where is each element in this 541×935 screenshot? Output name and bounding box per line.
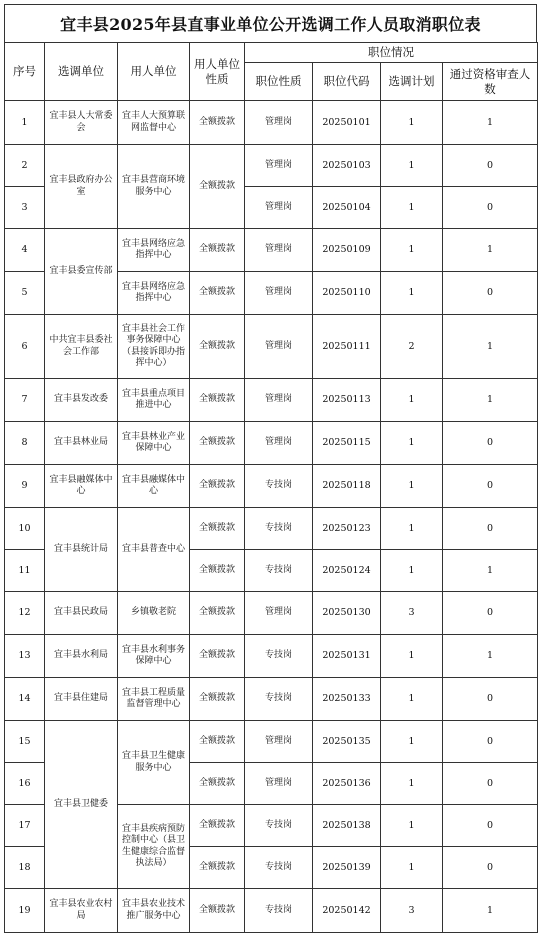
cell-seq: 6: [5, 315, 45, 379]
cell-unit: 宜丰县农业农村局: [45, 889, 118, 933]
cell-unit: 宜丰县融媒体中心: [45, 465, 118, 508]
cell-passed: 0: [443, 805, 538, 847]
cell-type: 管理岗: [245, 272, 313, 315]
cell-plan: 1: [381, 847, 443, 889]
table-row: [5, 508, 538, 550]
cell-seq: 3: [5, 187, 45, 229]
cell-seq: 13: [5, 635, 45, 678]
cell-passed: 0: [443, 592, 538, 635]
cell-seq: 5: [5, 272, 45, 315]
cell-unit: 宜丰县民政局: [45, 592, 118, 635]
cell-seq: 14: [5, 678, 45, 721]
cell-type: 管理岗: [245, 721, 313, 763]
cell-nature: 全额拨款: [190, 422, 245, 465]
cell-nature: 全额拨款: [190, 145, 245, 229]
cell-seq: 16: [5, 763, 45, 805]
cell-type: 管理岗: [245, 315, 313, 379]
cell-code: 20250115: [313, 422, 381, 465]
cell-nature: 全额拨款: [190, 635, 245, 678]
cell-employer: 宜丰县融媒体中心: [118, 465, 190, 508]
cell-passed: 0: [443, 272, 538, 315]
cell-plan: 1: [381, 763, 443, 805]
cell-employer: 宜丰县网络应急指挥中心: [118, 272, 190, 315]
cell-unit: 宜丰县水利局: [45, 635, 118, 678]
cell-code: 20250111: [313, 315, 381, 379]
cell-employer: 宜丰县工程质量监督管理中心: [118, 678, 190, 721]
cell-employer: 宜丰人大预算联网监督中心: [118, 101, 190, 145]
cell-nature: 全额拨款: [190, 101, 245, 145]
cell-type: 专技岗: [245, 635, 313, 678]
cell-code: 20250110: [313, 272, 381, 315]
cell-nature: 全额拨款: [190, 847, 245, 889]
cell-unit: 宜丰县人大常委会: [45, 101, 118, 145]
cell-passed: 0: [443, 145, 538, 187]
cell-type: 专技岗: [245, 678, 313, 721]
cell-unit: 宜丰县林业局: [45, 422, 118, 465]
cell-code: 20250131: [313, 635, 381, 678]
table-row: [5, 592, 538, 635]
cell-nature: 全额拨款: [190, 379, 245, 422]
cell-type: 专技岗: [245, 465, 313, 508]
cell-passed: 1: [443, 101, 538, 145]
cell-nature: 全额拨款: [190, 272, 245, 315]
cancelled-positions-table: [4, 42, 538, 933]
cell-plan: 1: [381, 101, 443, 145]
cell-unit: 中共宜丰县委社会工作部: [45, 315, 118, 379]
cell-type: 管理岗: [245, 422, 313, 465]
cell-passed: 0: [443, 763, 538, 805]
cell-type: 管理岗: [245, 187, 313, 229]
cell-employer: 宜丰县农业技术推广服务中心: [118, 889, 190, 933]
cell-passed: 0: [443, 187, 538, 229]
cell-unit: 宜丰县统计局: [45, 508, 118, 592]
cell-plan: 1: [381, 145, 443, 187]
cell-seq: 15: [5, 721, 45, 763]
cell-seq: 19: [5, 889, 45, 933]
cell-seq: 12: [5, 592, 45, 635]
header-post-type: 职位性质: [245, 63, 313, 101]
cell-plan: 1: [381, 508, 443, 550]
cell-code: 20250133: [313, 678, 381, 721]
cell-passed: 1: [443, 379, 538, 422]
cell-passed: 1: [443, 635, 538, 678]
cell-type: 专技岗: [245, 847, 313, 889]
header-nature: 用人单位性质: [190, 43, 245, 101]
cell-plan: 1: [381, 187, 443, 229]
cell-passed: 1: [443, 889, 538, 933]
cell-seq: 2: [5, 145, 45, 187]
header-seq: 序号: [5, 43, 45, 101]
cell-seq: 1: [5, 101, 45, 145]
cell-seq: 7: [5, 379, 45, 422]
header-plan: 选调计划: [381, 63, 443, 101]
cell-nature: 全额拨款: [190, 889, 245, 933]
cell-passed: 0: [443, 422, 538, 465]
cell-type: 管理岗: [245, 763, 313, 805]
cell-nature: 全额拨款: [190, 763, 245, 805]
cell-code: 20250123: [313, 508, 381, 550]
cell-nature: 全额拨款: [190, 550, 245, 592]
cell-plan: 1: [381, 465, 443, 508]
cell-type: 管理岗: [245, 145, 313, 187]
cell-passed: 1: [443, 315, 538, 379]
cell-employer: 宜丰县社会工作事务保障中心（县接诉即办指挥中心）: [118, 315, 190, 379]
table-row: [5, 721, 538, 763]
cell-code: 20250138: [313, 805, 381, 847]
cell-nature: 全额拨款: [190, 721, 245, 763]
cell-code: 20250118: [313, 465, 381, 508]
cell-plan: 3: [381, 889, 443, 933]
cell-unit: 宜丰县委宣传部: [45, 229, 118, 315]
cell-seq: 11: [5, 550, 45, 592]
cell-employer: 宜丰县水利事务保障中心: [118, 635, 190, 678]
cell-type: 专技岗: [245, 889, 313, 933]
cell-code: 20250104: [313, 187, 381, 229]
cell-code: 20250103: [313, 145, 381, 187]
header-unit: 选调单位: [45, 43, 118, 101]
cell-nature: 全额拨款: [190, 508, 245, 550]
cell-code: 20250130: [313, 592, 381, 635]
header-group: 职位情况: [245, 43, 538, 63]
cell-plan: 1: [381, 805, 443, 847]
cell-plan: 1: [381, 422, 443, 465]
cell-code: 20250113: [313, 379, 381, 422]
header-code: 职位代码: [313, 63, 381, 101]
table-row: [5, 422, 538, 465]
cell-plan: 1: [381, 272, 443, 315]
cell-employer: 乡镇敬老院: [118, 592, 190, 635]
cell-plan: 2: [381, 315, 443, 379]
cell-passed: 0: [443, 465, 538, 508]
cell-nature: 全额拨款: [190, 315, 245, 379]
cell-type: 专技岗: [245, 508, 313, 550]
cell-employer: 宜丰县疾病预防控制中心（县卫生健康综合监督执法局）: [118, 805, 190, 889]
table-row: [5, 145, 538, 187]
header-employer: 用人单位: [118, 43, 190, 101]
cell-type: 专技岗: [245, 550, 313, 592]
cell-plan: 1: [381, 550, 443, 592]
cell-passed: 1: [443, 229, 538, 272]
cell-plan: 3: [381, 592, 443, 635]
cell-seq: 17: [5, 805, 45, 847]
cell-passed: 0: [443, 508, 538, 550]
cell-code: 20250135: [313, 721, 381, 763]
cell-plan: 1: [381, 721, 443, 763]
cell-unit: 宜丰县卫健委: [45, 721, 118, 889]
cell-nature: 全额拨款: [190, 592, 245, 635]
cell-employer: 宜丰县网络应急指挥中心: [118, 229, 190, 272]
cell-seq: 8: [5, 422, 45, 465]
table-row: [5, 465, 538, 508]
cell-seq: 18: [5, 847, 45, 889]
cell-seq: 4: [5, 229, 45, 272]
cell-code: 20250136: [313, 763, 381, 805]
cell-employer: 宜丰县卫生健康服务中心: [118, 721, 190, 805]
cell-nature: 全额拨款: [190, 805, 245, 847]
cell-code: 20250101: [313, 101, 381, 145]
table-row: [5, 229, 538, 272]
table-row: [5, 101, 538, 145]
cell-unit: 宜丰县发改委: [45, 379, 118, 422]
cell-plan: 1: [381, 379, 443, 422]
table-row: [5, 635, 538, 678]
cell-type: 管理岗: [245, 379, 313, 422]
cell-passed: 1: [443, 550, 538, 592]
table-row: [5, 889, 538, 933]
cell-code: 20250109: [313, 229, 381, 272]
table-row: [5, 678, 538, 721]
cell-unit: 宜丰县住建局: [45, 678, 118, 721]
cell-employer: 宜丰县林业产业保障中心: [118, 422, 190, 465]
table-row: [5, 379, 538, 422]
cell-code: 20250139: [313, 847, 381, 889]
cell-type: 管理岗: [245, 101, 313, 145]
cell-employer: 宜丰县普查中心: [118, 508, 190, 592]
cell-nature: 全额拨款: [190, 229, 245, 272]
cell-unit: 宜丰县政府办公室: [45, 145, 118, 229]
cell-nature: 全额拨款: [190, 678, 245, 721]
cell-passed: 0: [443, 678, 538, 721]
cell-employer: 宜丰县营商环境服务中心: [118, 145, 190, 229]
cell-type: 管理岗: [245, 229, 313, 272]
cell-seq: 9: [5, 465, 45, 508]
header-passed: 通过资格审查人数: [443, 63, 538, 101]
cell-employer: 宜丰县重点项目推进中心: [118, 379, 190, 422]
cell-plan: 1: [381, 229, 443, 272]
cell-code: 20250142: [313, 889, 381, 933]
cell-plan: 1: [381, 678, 443, 721]
cell-type: 管理岗: [245, 592, 313, 635]
cell-plan: 1: [381, 635, 443, 678]
cell-seq: 10: [5, 508, 45, 550]
table-row: [5, 315, 538, 379]
cell-passed: 0: [443, 721, 538, 763]
page-title: 宜丰县2025年县直事业单位公开选调工作人员取消职位表: [4, 4, 537, 42]
cell-passed: 0: [443, 847, 538, 889]
cell-type: 专技岗: [245, 805, 313, 847]
cell-code: 20250124: [313, 550, 381, 592]
cell-nature: 全额拨款: [190, 465, 245, 508]
